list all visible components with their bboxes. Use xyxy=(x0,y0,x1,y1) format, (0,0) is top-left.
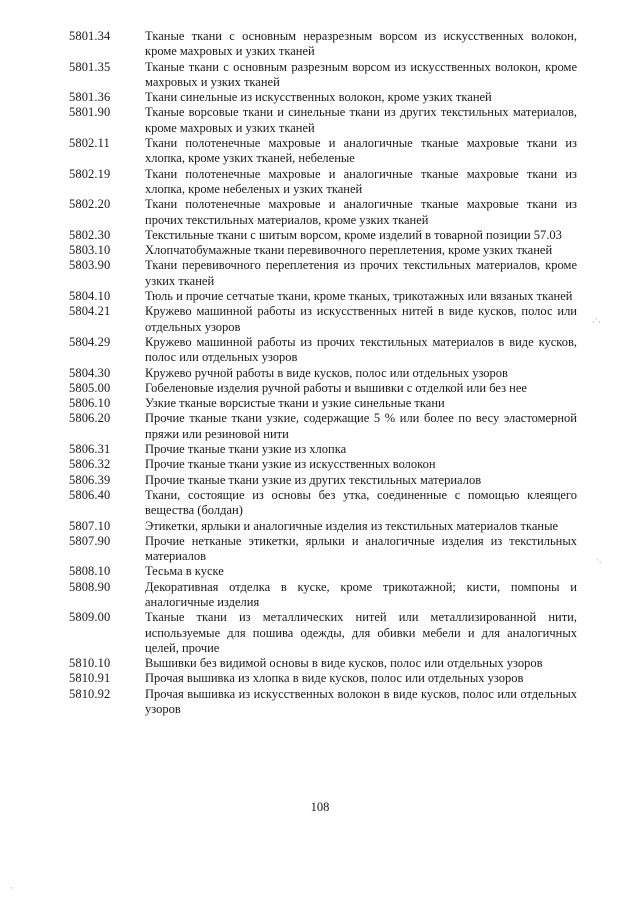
tariff-description: Ткани полотенечные махровые и аналогичные тканые махровые ткани из хлопка, кроме узких тканей, небеленые xyxy=(145,136,577,166)
tariff-code: 5806.40 xyxy=(69,487,111,502)
tariff-entry-row xyxy=(69,457,577,472)
tariff-entry-row xyxy=(69,289,577,304)
tariff-code: 5804.10 xyxy=(69,289,111,304)
tariff-entry-row xyxy=(69,396,577,411)
tariff-description: Тканые ворсовые ткани и синельные ткани из других текстильных материалов, кроме махровых и узких тканей xyxy=(145,105,577,135)
tariff-code: 5809.00 xyxy=(69,610,111,625)
tariff-code: 5803.90 xyxy=(69,258,111,273)
tariff-description: Прочие тканые ткани узкие из хлопка xyxy=(145,442,347,457)
tariff-description: Узкие тканые ворсистые ткани и узкие синельные ткани xyxy=(145,396,445,411)
tariff-entry-row xyxy=(69,519,577,534)
tariff-entry-row xyxy=(69,228,577,243)
tariff-code: 5806.10 xyxy=(69,396,111,411)
scan-speck: · xyxy=(10,883,13,893)
tariff-entry-row xyxy=(69,534,577,565)
tariff-entry-row xyxy=(69,671,577,686)
tariff-entry-row xyxy=(69,366,577,381)
tariff-description: Ткани перевивочного переплетения из прочих текстильных материалов, кроме узких тканей xyxy=(145,258,577,288)
tariff-entry-row xyxy=(69,335,577,366)
tariff-code: 5802.20 xyxy=(69,197,111,212)
tariff-description: Прочие тканые ткани узкие из других текстильных материалов xyxy=(145,472,482,487)
tariff-code: 5806.32 xyxy=(69,457,111,472)
tariff-description: Хлопчатобумажные ткани перевивочного переплетения, кроме узких тканей xyxy=(145,243,553,258)
tariff-description: Вышивки без видимой основы в виде кусков, полос или отдельных узоров xyxy=(145,656,543,671)
tariff-description: Прочая вышивка из искусственных волокон в виде кусков, полос или отдельных узоров xyxy=(145,686,577,717)
tariff-entry-row xyxy=(69,656,577,671)
tariff-entry-row xyxy=(69,243,577,258)
tariff-code: 5801.36 xyxy=(69,90,111,105)
tariff-description: Тканые ткани с основным неразрезным ворсом из искусственных волокон, кроме махровых и узких тканей xyxy=(145,29,577,59)
tariff-description: Прочие тканые ткани узкие, содержащие 5 % или более по весу эластомерной пряжи или резиновой нити xyxy=(145,411,577,441)
tariff-description: Прочие нетканые этикетки, ярлыки и аналогичные изделия из текстильных материалов xyxy=(145,533,577,564)
tariff-code: 5804.30 xyxy=(69,365,111,380)
tariff-code: 5801.35 xyxy=(69,59,111,74)
tariff-entry-row xyxy=(69,29,577,60)
tariff-description: Текстильные ткани с шитым ворсом, кроме изделий в товарной позиции 57.03 xyxy=(145,227,562,242)
tariff-description: Прочая вышивка из хлопка в виде кусков, полос или отдельных узоров xyxy=(145,671,524,686)
scan-speck: ·. xyxy=(596,555,602,565)
tariff-description: Тканые ткани из металлических нитей или металлизированной нити, используемые для пошива одежды, для обивки мебели и для аналогичных целей, прочие xyxy=(145,610,577,655)
page-number: 108 xyxy=(310,800,330,814)
tariff-code: 5803.10 xyxy=(69,243,111,258)
tariff-description: Кружево машинной работы из прочих текстильных материалов в виде кусков, полос или отдельных узоров xyxy=(145,334,577,365)
tariff-description: Прочие тканые ткани узкие из искусственных волокон xyxy=(145,457,436,472)
tariff-entry-row xyxy=(69,687,577,718)
tariff-code: 5802.30 xyxy=(69,227,111,242)
tariff-description: Ткани полотенечные махровые и аналогичные тканые махровые ткани из прочих текстильных материалов, кроме узких тканей xyxy=(145,197,577,227)
tariff-entry-row xyxy=(69,105,577,136)
tariff-code: 5802.19 xyxy=(69,166,111,181)
tariff-code: 5807.10 xyxy=(69,518,111,533)
tariff-code: 5804.29 xyxy=(69,334,111,349)
tariff-code: 5801.90 xyxy=(69,105,111,120)
tariff-code: 5801.34 xyxy=(69,29,111,43)
tariff-code: 5807.90 xyxy=(69,533,111,548)
tariff-entry-row xyxy=(69,197,577,228)
tariff-description: Кружево машинной работы из искусственных нитей в виде кусков, полос или отдельных узоров xyxy=(145,304,577,334)
tariff-entry-row xyxy=(69,167,577,198)
tariff-entry-row xyxy=(69,381,577,396)
tariff-code: 5804.21 xyxy=(69,304,111,319)
tariff-code: 5806.31 xyxy=(69,442,111,457)
tariff-description: Ткани, состоящие из основы без утка, соединенные с помощью клеящего вещества (болдан) xyxy=(145,487,577,518)
tariff-entry-row xyxy=(69,442,577,457)
tariff-code: 5806.20 xyxy=(69,411,111,426)
tariff-description: Тканые ткани с основным разрезным ворсом из искусственных волокон, кроме махровых и узких тканей xyxy=(145,59,577,89)
tariff-entry-row xyxy=(69,488,577,519)
tariff-entry-row xyxy=(69,304,577,335)
tariff-entry-row xyxy=(69,580,577,611)
tariff-description: Тесьма в куске xyxy=(145,564,224,579)
tariff-entry-row xyxy=(69,90,577,105)
tariff-code: 5802.11 xyxy=(69,136,110,151)
tariff-code: 5810.10 xyxy=(69,656,111,671)
tariff-description: Ткани полотенечные махровые и аналогичные тканые махровые ткани из хлопка, кроме небеленых и узких тканей xyxy=(145,166,577,196)
tariff-entry-row xyxy=(69,473,577,488)
tariff-code: 5806.39 xyxy=(69,472,111,487)
tariff-entry-row xyxy=(69,258,577,289)
tariff-code: 5808.10 xyxy=(69,564,111,579)
tariff-description: Тюль и прочие сетчатые ткани, кроме тканых, трикотажных или вязаных тканей xyxy=(145,289,573,304)
tariff-code: 5810.92 xyxy=(69,686,111,701)
tariff-entry-row xyxy=(69,610,577,656)
tariff-entry-row xyxy=(69,411,577,442)
tariff-entry-row xyxy=(69,60,577,91)
tariff-code-list xyxy=(69,29,577,717)
scan-speck: ·˙· xyxy=(592,317,601,327)
tariff-description: Кружево ручной работы в виде кусков, полос или отдельных узоров xyxy=(145,365,508,380)
tariff-description: Ткани синельные из искусственных волокон, кроме узких тканей xyxy=(145,90,492,105)
tariff-code: 5810.91 xyxy=(69,671,111,686)
tariff-entry-row xyxy=(69,136,577,167)
tariff-description: Декоративная отделка в куске, кроме трикотажной; кисти, помпоны и аналогичные изделия xyxy=(145,579,577,609)
tariff-code: 5805.00 xyxy=(69,380,111,395)
tariff-code: 5808.90 xyxy=(69,579,111,594)
tariff-description: Гобеленовые изделия ручной работы и вышивки с отделкой или без нее xyxy=(145,380,527,395)
tariff-entry-row xyxy=(69,564,577,579)
tariff-description: Этикетки, ярлыки и аналогичные изделия из текстильных материалов тканые xyxy=(145,518,559,533)
